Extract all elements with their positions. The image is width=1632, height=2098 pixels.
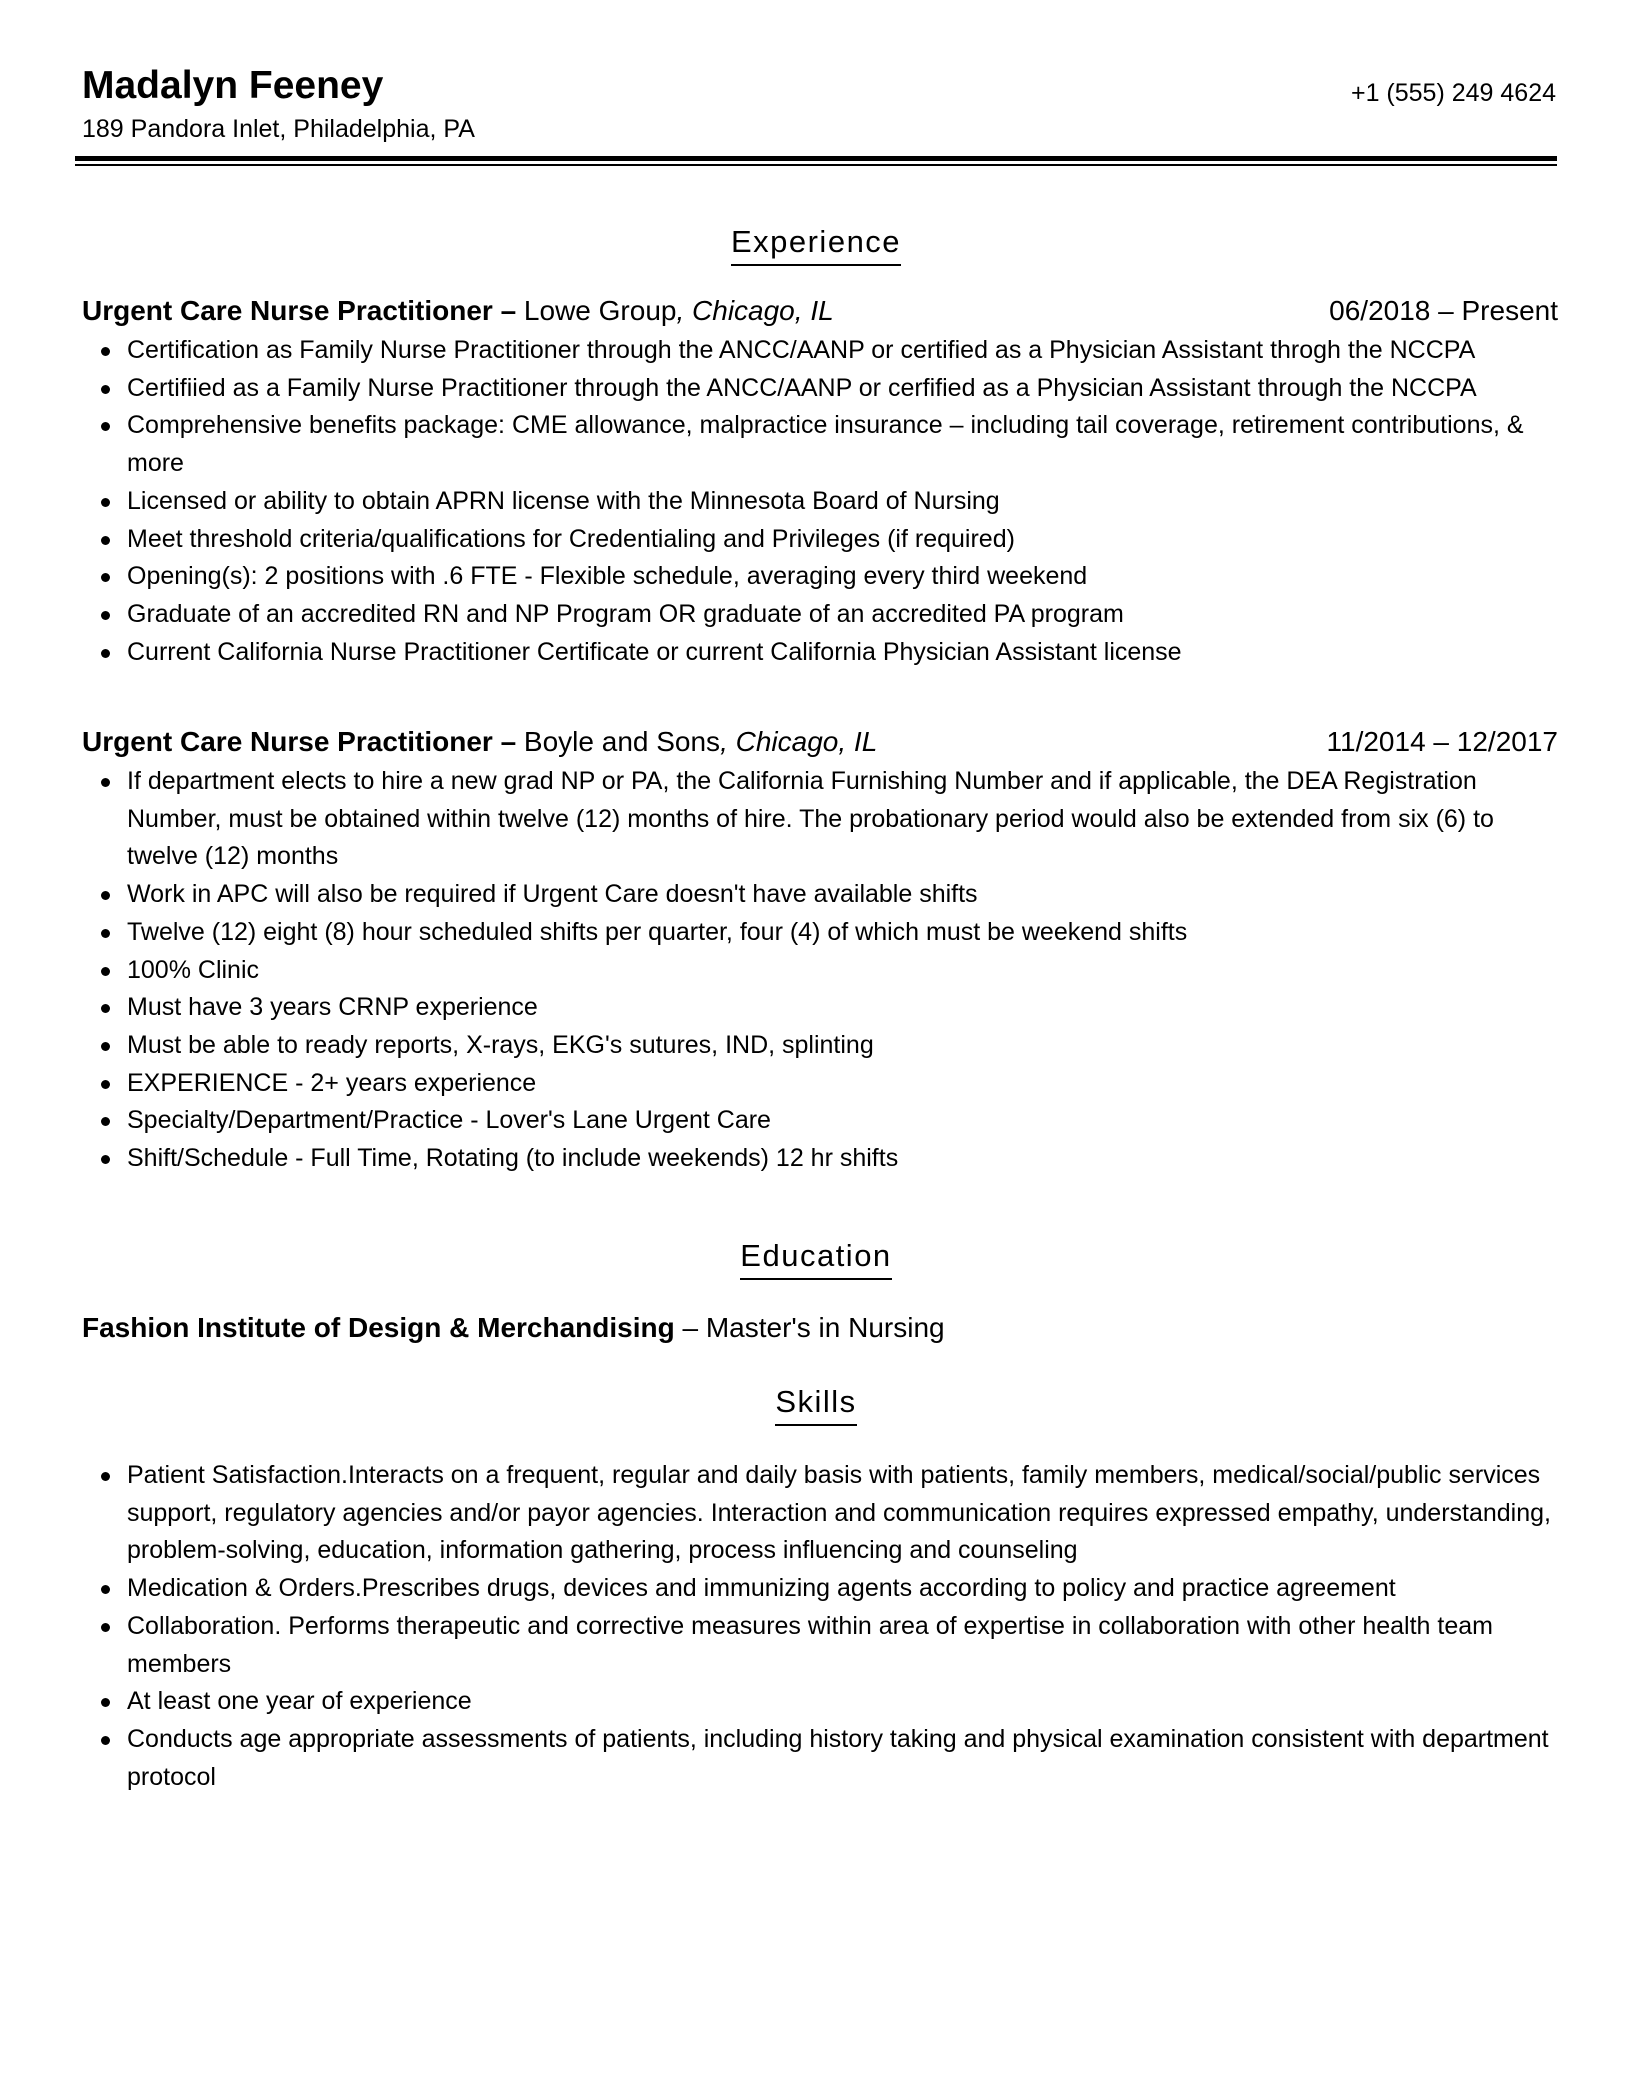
list-item: Twelve (12) eight (8) hour scheduled shifts per quarter, four (4) of which must be weekend shifts — [82, 914, 1558, 952]
list-item: Licensed or ability to obtain APRN license with the Minnesota Board of Nursing — [82, 483, 1558, 521]
job-entry — [82, 723, 1558, 1178]
job-company: Lowe Group — [523, 295, 677, 326]
list-item: 100% Clinic — [82, 952, 1558, 990]
candidate-name: Madalyn Feeney — [82, 64, 384, 107]
list-item: If department elects to hire a new grad NP or PA, the California Furnishing Number and if applicable, the DEA Registration Number, must be obtained within twelve (12) months of hire. The probationary period would also be extended from six (6) to twelve (12) months — [82, 763, 1558, 876]
job-dates: 11/2014 – 12/2017 — [1326, 726, 1558, 757]
job-header — [82, 723, 1558, 761]
list-item: Current California Nurse Practitioner Certificate or current California Physician Assistant license — [82, 634, 1558, 672]
skills-heading-text: Skills — [775, 1382, 856, 1426]
list-item: Meet threshold criteria/qualifications for Credentialing and Privileges (if required) — [82, 521, 1558, 559]
list-item: At least one year of experience — [82, 1683, 1558, 1721]
candidate-address: 189 Pandora Inlet, Philadelphia, PA — [82, 115, 475, 143]
list-item: Medication & Orders.Prescribes drugs, devices and immunizing agents according to policy and practice agreement — [82, 1570, 1558, 1608]
list-item: Specialty/Department/Practice - Lover's Lane Urgent Care — [82, 1102, 1558, 1140]
job-bullets — [82, 763, 1558, 1178]
list-item: Work in APC will also be required if Urgent Care doesn't have available shifts — [82, 876, 1558, 914]
job-dates: 06/2018 – Present — [1329, 295, 1558, 326]
job-title: Urgent Care Nurse Practitioner – — [82, 726, 517, 757]
job-bullets — [82, 332, 1558, 671]
candidate-phone: +1 (555) 249 4624 — [1350, 79, 1556, 107]
header-divider-thin — [75, 164, 1557, 166]
list-item: Certification as Family Nurse Practitioner through the ANCC/AANP or certified as a Physician Assistant throgh the NCCPA — [82, 332, 1558, 370]
header-divider-thick — [75, 156, 1557, 161]
skills-heading — [0, 1382, 1632, 1426]
education-heading-text: Education — [740, 1236, 891, 1280]
job-location: , Chicago, IL — [720, 726, 878, 757]
list-item: Certifiied as a Family Nurse Practitioner through the ANCC/AANP or cerfified as a Physician Assistant through the NCCPA — [82, 370, 1558, 408]
experience-heading-text: Experience — [731, 222, 901, 266]
job-company: Boyle and Sons — [523, 726, 721, 757]
list-item: Must be able to ready reports, X-rays, EKG's sutures, IND, splinting — [82, 1027, 1558, 1065]
list-item: Must have 3 years CRNP experience — [82, 989, 1558, 1027]
education-school: Fashion Institute of Design & Merchandising — [82, 1312, 675, 1343]
list-item: Collaboration. Performs therapeutic and corrective measures within area of expertise in collaboration with other health team members — [82, 1608, 1558, 1683]
list-item: Shift/Schedule - Full Time, Rotating (to include weekends) 12 hr shifts — [82, 1140, 1558, 1178]
job-entry — [82, 292, 1558, 671]
list-item: Conducts age appropriate assessments of patients, including history taking and physical examination consistent with department protocol — [82, 1721, 1558, 1796]
list-item: Graduate of an accredited RN and NP Program OR graduate of an accredited PA program — [82, 596, 1558, 634]
list-item: Opening(s): 2 positions with .6 FTE - Flexible schedule, averaging every third weekend — [82, 558, 1558, 596]
experience-heading — [0, 222, 1632, 266]
list-item: EXPERIENCE - 2+ years experience — [82, 1065, 1558, 1103]
skills-list-container — [82, 1455, 1558, 1796]
list-item: Patient Satisfaction.Interacts on a frequent, regular and daily basis with patients, family members, medical/social/public services support, regulatory agencies and/or payor agencies. Interaction and communication requires expressed empathy, understanding, problem-solving, education, information gathering, process influencing and counseling — [82, 1457, 1558, 1570]
education-entry — [82, 1309, 945, 1347]
education-heading — [0, 1236, 1632, 1280]
job-title: Urgent Care Nurse Practitioner – — [82, 295, 517, 326]
job-header — [82, 292, 1558, 330]
list-item: Comprehensive benefits package: CME allowance, malpractice insurance – including tail coverage, retirement contributions, & more — [82, 407, 1558, 482]
skills-list — [82, 1457, 1558, 1796]
education-degree: – Master's in Nursing — [674, 1312, 945, 1343]
resume-header — [82, 60, 1556, 146]
job-location: , Chicago, IL — [676, 295, 834, 326]
